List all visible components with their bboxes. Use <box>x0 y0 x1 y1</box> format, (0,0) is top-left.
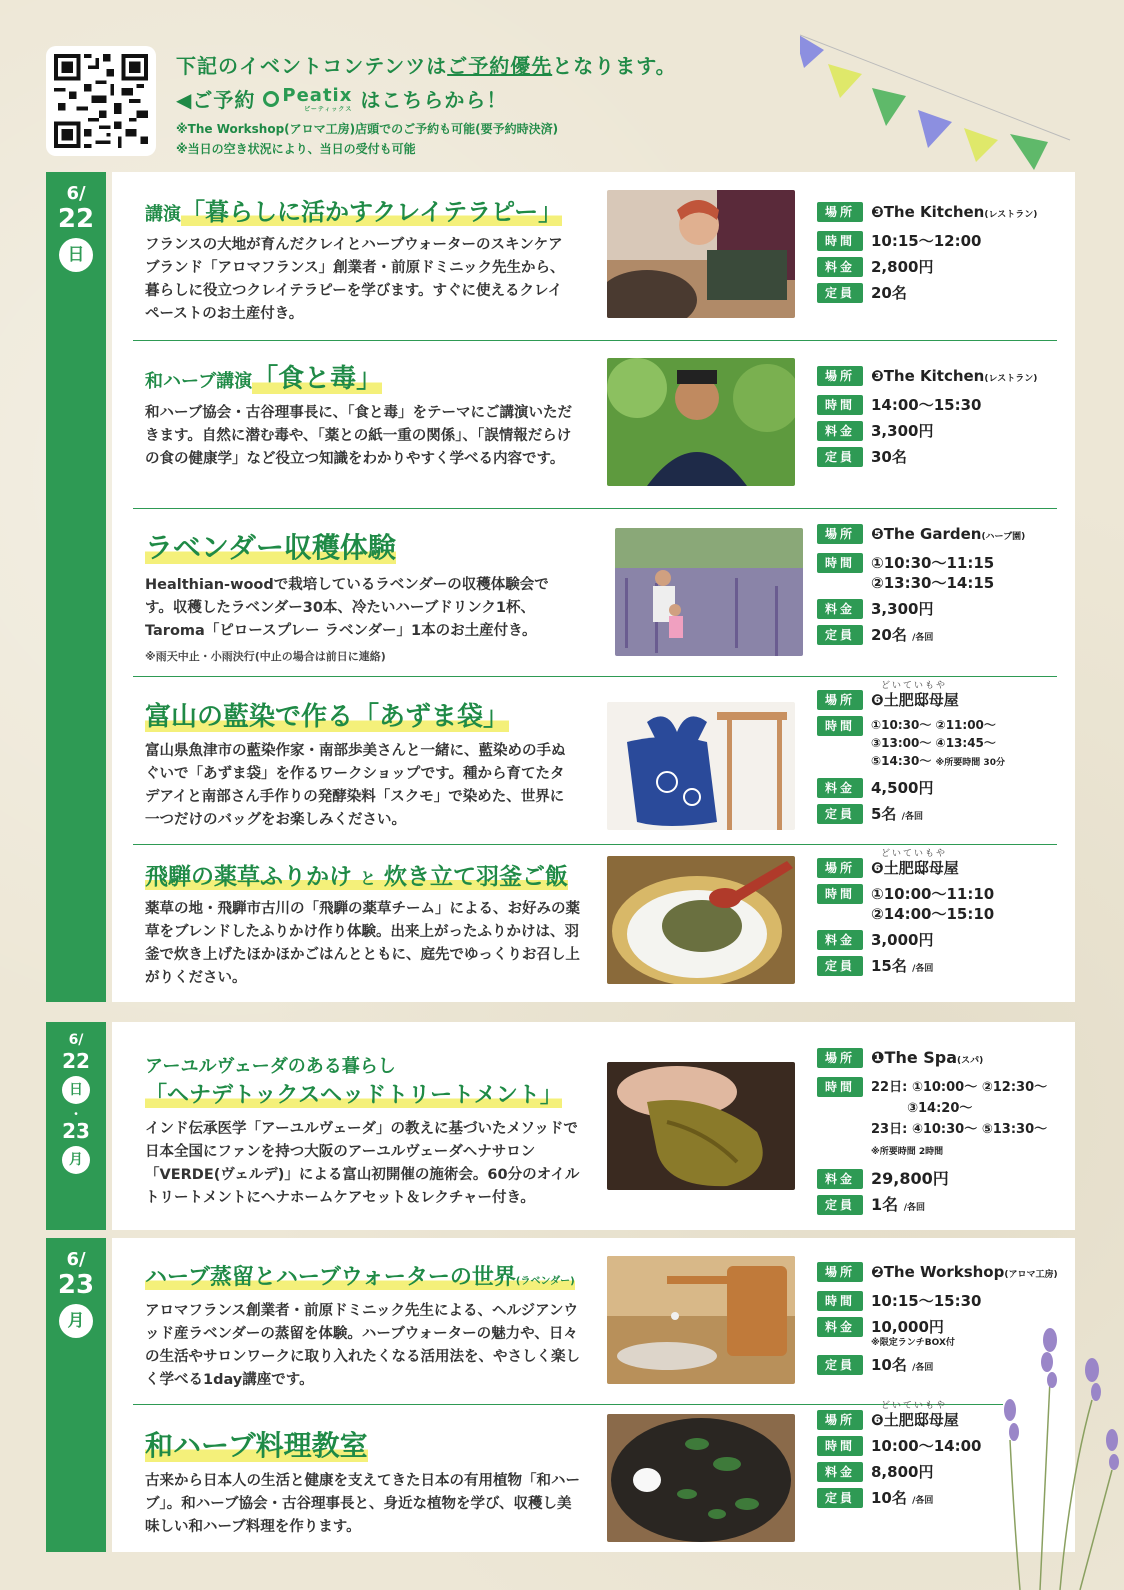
priority-notice <box>176 50 677 79</box>
reserve-label: ◀ご予約 <box>176 88 256 112</box>
time-value-3: ⑤14:30〜 <box>871 754 932 768</box>
fee-label: 料金 <box>817 930 863 950</box>
capacity-sub: /各回 <box>903 1203 926 1213</box>
fee-value: 4,500円 <box>871 779 934 797</box>
event-description: フランスの大地が育んだクレイとハーブウォーターのスキンケアブランド「アロマフランス」創業者・前原ドミニック先生から、暮らしに役立つクレイテラピーを学びます。すぐに使えるクレイペーストのお土産付き。 <box>145 237 565 322</box>
capacity-sub: /各回 <box>912 1496 934 1506</box>
divider <box>133 340 1057 341</box>
notice-text-end: となります。 <box>552 54 677 78</box>
notice-text: 下記のイベントコンテンツは <box>176 54 448 78</box>
event-photo <box>607 856 795 984</box>
event-description: 古来から日本人の生活と健康を支えてきた日本の有用植物「和ハーブ」。和ハーブ協会・古谷理事長と、身近な植物を学び、収穫し美味しい和ハーブ料理を作ります。 <box>145 1473 580 1535</box>
date-separator: ・ <box>69 1107 82 1121</box>
fee-value: 3,000円 <box>871 931 934 949</box>
capacity-label: 定員 <box>817 1195 863 1215</box>
place-value: ❻土肥邸母屋 <box>871 859 959 877</box>
event-title-text: 「ヘナデトックスヘッドトリートメント」 <box>145 1083 562 1108</box>
date-weekday-1: 日 <box>62 1076 90 1104</box>
time-label: 時間 <box>817 231 863 251</box>
time-value: 22日: ①10:00〜 ②12:30〜 <box>871 1080 1048 1095</box>
place-value: ❸The Kitchen <box>871 203 985 221</box>
capacity-value: 15名 <box>871 957 907 975</box>
event-title-conj: と <box>360 869 377 888</box>
date-weekday: 月 <box>59 1304 93 1338</box>
event-title <box>145 1424 368 1464</box>
time-value: 10:00〜14:00 <box>871 1437 982 1455</box>
time-label: 時間 <box>817 1291 863 1311</box>
capacity-sub: /各回 <box>912 1363 934 1373</box>
event-title <box>145 526 396 566</box>
capacity-value: 5名 <box>871 805 897 823</box>
peatix-icon <box>263 91 279 107</box>
time-label: 時間 <box>817 395 863 415</box>
event-description: 和ハーブ協会・古谷理事長に、「食と毒」をテーマにご講演いただきます。自然に潜む毒や、「薬との紙一重の関係」、「誤情報だらけの食の健康学」など役立つ知識をわかりやすく学べる内容です。 <box>145 405 573 467</box>
date-month: 6/ <box>66 183 86 204</box>
capacity-sub: /各回 <box>901 812 923 822</box>
place-label: 場所 <box>817 366 863 386</box>
event-herb-distillation <box>133 1238 1057 1402</box>
date-weekday-2: 月 <box>62 1146 90 1174</box>
time-value-2: ②14:00〜15:10 <box>871 905 995 923</box>
event-info <box>817 524 1067 654</box>
place-ruby: どいていもや <box>881 681 948 691</box>
fee-value: 2,800円 <box>871 258 934 276</box>
place-label: 場所 <box>817 1410 863 1430</box>
event-title-prefix: 講演 <box>145 204 181 225</box>
capacity-value: 20名 <box>871 284 907 302</box>
divider <box>133 844 1057 845</box>
capacity-label: 定員 <box>817 804 863 824</box>
date-day-1: 22 <box>62 1049 90 1073</box>
capacity-value: 10名 <box>871 1356 907 1374</box>
place-label: 場所 <box>817 858 863 878</box>
divider <box>133 508 1057 509</box>
place-label: 場所 <box>817 1048 863 1068</box>
event-title-prefix: アーユルヴェーダのある暮らし <box>145 1056 396 1077</box>
time-label: 時間 <box>817 553 863 573</box>
workshop-reserve-note: ※The Workshop(アロマ工房)店頭でのご予約も可能(要予約時決済) <box>176 122 559 136</box>
date-month: 6/ <box>66 1249 86 1270</box>
same-day-note: ※当日の空き状況により、当日の受付も可能 <box>176 142 416 156</box>
time-value: 10:15〜15:30 <box>871 1292 982 1310</box>
place-value: ❺The Garden <box>871 525 982 543</box>
event-photo <box>607 1256 795 1384</box>
date-weekday: 日 <box>59 238 93 272</box>
event-title-text: 飛騨の薬草ふりかけ <box>145 864 352 890</box>
capacity-label: 定員 <box>817 625 863 645</box>
event-info <box>817 1048 1067 1224</box>
event-title-text: ハーブ蒸留とハーブウォーターの世界 <box>145 1265 516 1290</box>
place-label: 場所 <box>817 1262 863 1282</box>
event-title-text: 和ハーブ料理教室 <box>145 1429 368 1462</box>
notice-emphasis: ご予約優先 <box>447 54 553 78</box>
time-value: 14:00〜15:30 <box>871 396 982 414</box>
place-value: ❸The Kitchen <box>871 367 985 385</box>
time-label: 時間 <box>817 716 863 736</box>
fee-note: ※限定ランチBOX付 <box>871 1338 955 1348</box>
fee-value: 29,800円 <box>871 1169 949 1188</box>
event-info <box>817 366 1067 473</box>
fee-label: 料金 <box>817 1169 863 1189</box>
fee-value: 10,000円 <box>871 1318 944 1336</box>
event-info <box>817 690 1067 833</box>
place-sub: (スパ) <box>957 1056 984 1066</box>
place-sub: (レストラン) <box>984 210 1038 220</box>
time-value-2: ③14:20〜 <box>907 1101 973 1116</box>
capacity-value: 30名 <box>871 448 907 466</box>
place-value: ❻土肥邸母屋 <box>871 691 959 709</box>
time-value: ①10:00〜11:10 <box>871 885 995 903</box>
event-info <box>817 858 1067 985</box>
event-description: アロマフランス創業者・前原ドミニック先生による、ヘルジアンウッド産ラベンダーの蒸留を体験。ハーブウォーターの魅力や、日々の生活やサロンワークに取り入れたくなる活用法を、やさしく楽しく学べる1day講座です。 <box>145 1303 580 1388</box>
place-value: ❻土肥邸母屋 <box>871 1411 959 1429</box>
place-ruby: どいていもや <box>881 1401 948 1411</box>
time-value-3: 23日: ④10:30〜 ⑤13:30〜 <box>871 1122 1048 1137</box>
capacity-value: 1名 <box>871 1195 899 1214</box>
lavender-illustration <box>1000 1300 1124 1590</box>
event-photo <box>615 528 803 656</box>
fee-label: 料金 <box>817 778 863 798</box>
qr-code[interactable] <box>46 46 156 156</box>
place-sub: (レストラン) <box>984 374 1038 384</box>
peatix-logo[interactable] <box>263 85 352 113</box>
fee-label: 料金 <box>817 1462 863 1482</box>
event-title <box>145 1078 562 1109</box>
fee-label: 料金 <box>817 1317 863 1337</box>
capacity-label: 定員 <box>817 283 863 303</box>
event-title-text: ラベンダー収穫体験 <box>145 531 396 564</box>
reserve-here-text: はこちらから！ <box>360 88 508 112</box>
event-herb-cooking-class <box>133 1401 1057 1552</box>
date-tab-6-22-23 <box>46 1022 106 1230</box>
time-label: 時間 <box>817 1436 863 1456</box>
fee-value: 3,300円 <box>871 422 934 440</box>
event-photo <box>607 358 795 486</box>
peatix-logo-text: Peatix <box>282 84 353 106</box>
event-photo <box>607 702 795 830</box>
capacity-value: 10名 <box>871 1489 907 1507</box>
reservation-link-line <box>176 84 507 113</box>
event-herb-furikake <box>133 846 1057 1002</box>
place-value: ❷The Workshop <box>871 1263 1005 1281</box>
capacity-sub: /各回 <box>912 633 934 643</box>
divider <box>133 676 1057 677</box>
fee-value: 3,300円 <box>871 600 934 618</box>
place-label: 場所 <box>817 524 863 544</box>
date-day: 23 <box>57 1270 95 1300</box>
time-value: 10:15〜12:00 <box>871 232 982 250</box>
event-clay-therapy <box>133 172 1057 340</box>
date-day: 22 <box>57 204 95 234</box>
capacity-label: 定員 <box>817 956 863 976</box>
event-title-text: 「暮らしに活かすクレイテラピー」 <box>181 198 563 226</box>
capacity-label: 定員 <box>817 447 863 467</box>
place-sub: (アロマ工房) <box>1004 1270 1058 1280</box>
peatix-kana: ピーティックス <box>304 105 353 113</box>
date-day-2: 23 <box>62 1119 90 1143</box>
rain-note: ※雨天中止・小雨決行(中止の場合は前日に連絡) <box>145 650 386 663</box>
capacity-value: 20名 <box>871 626 907 644</box>
event-description: 富山県魚津市の藍染作家・南部歩美さんと一緒に、藍染めの手ぬぐいで「あずま袋」を作るワークショップです。種から育てたタデアイと南部さん手作りの発酵染料「スクモ」で染めた、世界に一つだけのバッグをお楽しみください。 <box>145 743 566 828</box>
event-lavender-harvest <box>133 510 1057 676</box>
event-indigo-bag <box>133 678 1057 844</box>
event-info <box>817 202 1067 309</box>
time-value: ①10:30〜11:15 <box>871 554 995 572</box>
event-food-and-poison <box>133 342 1057 508</box>
date-tab-6-22 <box>46 172 106 1002</box>
place-label: 場所 <box>817 690 863 710</box>
fee-label: 料金 <box>817 599 863 619</box>
time-value: ①10:30〜 ②11:00〜 <box>871 718 996 732</box>
event-title-sub: (ラベンダー) <box>515 1276 575 1287</box>
date-month: 6/ <box>68 1032 84 1048</box>
event-henna-treatment <box>133 1022 1057 1230</box>
fee-value: 8,800円 <box>871 1463 934 1481</box>
event-title-text: 富山の藍染で作る「あずま袋」 <box>145 702 510 732</box>
event-description: Healthian-woodで栽培しているラベンダーの収穫体験会です。収穫したラベンダー30本、冷たいハーブドリンク1杯、Taroma「ピロースプレー ラベンダー」1本のお土産付き。 <box>145 577 549 639</box>
bunting-flags-decoration <box>800 30 1080 170</box>
place-sub: (ハーブ園) <box>981 532 1026 542</box>
event-title <box>145 696 509 733</box>
time-value-2: ②13:30〜14:15 <box>871 574 995 592</box>
time-label: 時間 <box>817 1077 863 1097</box>
capacity-label: 定員 <box>817 1355 863 1375</box>
event-title <box>145 1260 575 1291</box>
place-label: 場所 <box>817 202 863 222</box>
place-value: ❶The Spa <box>871 1048 958 1067</box>
event-photo <box>607 1062 795 1190</box>
time-note: ※所要時間 2時間 <box>871 1147 944 1157</box>
reservation-header <box>46 44 806 156</box>
event-photo <box>607 1414 795 1542</box>
event-description: インド伝承医学「アーユルヴェーダ」の教えに基づいたメソッドで日本全国にファンを持つ大阪のアーユルヴェーダヘナサロン「VERDE(ヴェルデ)」による富山初開催の施術会。60分のオイルトリートメントにヘナホームケアセット＆レクチャー付き。 <box>145 1121 580 1206</box>
time-label: 時間 <box>817 884 863 904</box>
time-value-2: ③13:00〜 ④13:45〜 <box>871 736 996 750</box>
time-note: ※所要時間 30分 <box>935 758 1005 768</box>
divider <box>133 1404 1003 1405</box>
qr-code-icon <box>54 54 148 148</box>
event-title <box>145 358 382 395</box>
event-photo <box>607 190 795 318</box>
date-tab-6-23 <box>46 1238 106 1552</box>
event-title-prefix: 和ハーブ講演 <box>145 371 253 392</box>
event-title-text-2: 炊き立て羽釜ご飯 <box>384 864 569 890</box>
event-title <box>145 858 568 891</box>
event-description: 薬草の地・飛騨市古川の「飛騨の薬草チーム」による、お好みの薬草をブレンドしたふりかけ作り体験。出来上がったふりかけは、羽釜で炊き上げたほかほかごはんとともに、庭先でゆっくりお召し上がりください。 <box>145 901 580 986</box>
fee-label: 料金 <box>817 421 863 441</box>
place-ruby: どいていもや <box>881 849 948 859</box>
event-title-text: 「食と毒」 <box>252 364 383 394</box>
fee-label: 料金 <box>817 257 863 277</box>
event-title <box>145 192 562 227</box>
capacity-label: 定員 <box>817 1488 863 1508</box>
capacity-sub: /各回 <box>912 964 934 974</box>
